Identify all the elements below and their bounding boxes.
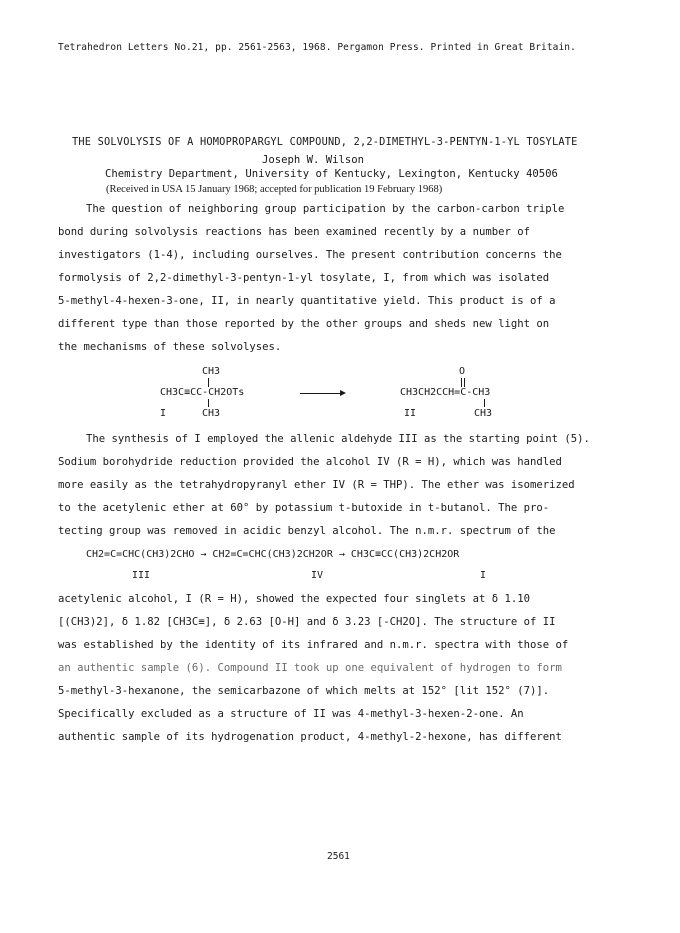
para1-line: investigators (1-4), including ourselves. The present contribution concerns the — [58, 249, 562, 261]
compound-II-formula: CH3CH2CCH=C-CH3 — [400, 387, 491, 398]
para1-line: 5-methyl-4-hexen-3-one, II, in nearly quantitative yield. This product is of a — [58, 295, 556, 307]
para2-line: Sodium borohydride reduction provided the alcohol IV (R = H), which was handled — [58, 456, 562, 468]
para3-line: an authentic sample (6). Compound II took up one equivalent of hydrogen to form — [58, 662, 562, 674]
para2-line: more easily as the tetrahydropyranyl ether IV (R = THP). The ether was isomerized — [58, 479, 575, 491]
carbonyl-oxygen: O — [459, 366, 466, 377]
synthesis-equation: CH2=C=CHC(CH3)2CHO → CH2=C=CHC(CH3)2CH2OR → CH3C≡CC(CH3)2CH2OR — [86, 549, 460, 560]
bond-line — [484, 399, 485, 407]
article-title: THE SOLVOLYSIS OF A HOMOPROPARGYL COMPOUND, 2,2-DIMETHYL-3-PENTYN-1-YL TOSYLATE — [72, 136, 578, 148]
para2-line: tecting group was removed in acidic benzyl alcohol. The n.m.r. spectrum of the — [58, 525, 556, 537]
double-bond-line — [464, 378, 465, 387]
para2-line: to the acetylenic ether at 60° by potassium t-butoxide in t-butanol. The pro- — [58, 502, 550, 514]
journal-header: Tetrahedron Letters No.21, pp. 2561-2563, 1968. Pergamon Press. Printed in Great Britain. — [58, 42, 576, 53]
author: Joseph W. Wilson — [262, 154, 365, 166]
para1-line: formolysis of 2,2-dimethyl-3-pentyn-1-yl tosylate, I, from which was isolated — [58, 272, 550, 284]
affiliation: Chemistry Department, University of Kentucky, Lexington, Kentucky 40506 — [105, 168, 558, 180]
compound-III-label: III — [132, 570, 151, 581]
para1-line: the mechanisms of these solvolyses. — [58, 341, 282, 353]
para2-line: The synthesis of I employed the allenic aldehyde III as the starting point (5). — [86, 433, 590, 445]
double-bond-line — [461, 378, 462, 387]
bond-line — [208, 378, 209, 387]
compound-I-label: I — [160, 408, 167, 419]
reaction-arrow — [300, 393, 342, 394]
para3-line: 5-methyl-3-hexanone, the semicarbazone of which melts at 152° [lit 152° (7)]. — [58, 685, 550, 697]
compound-IV-label: IV — [311, 570, 324, 581]
para3-line: Specifically excluded as a structure of II was 4-methyl-3-hexen-2-one. An — [58, 708, 524, 720]
page-number: 2561 — [327, 851, 350, 862]
received-dates: (Received in USA 15 January 1968; accepted for publication 19 February 1968) — [106, 184, 443, 195]
para1-line: The question of neighboring group participation by the carbon-carbon triple — [86, 203, 565, 215]
compound-I-bottom-substituent: CH3 — [202, 408, 221, 419]
para3-line: acetylenic alcohol, I (R = H), showed the expected four singlets at δ 1.10 — [58, 593, 530, 605]
compound-I-formula: CH3C≡CC-CH2OTs — [160, 387, 245, 398]
para3-line: was established by the identity of its infrared and n.m.r. spectra with those of — [58, 639, 569, 651]
compound-II-bottom-substituent: CH3 — [474, 408, 493, 419]
compound-I-top-substituent: CH3 — [202, 366, 221, 377]
para3-line: authentic sample of its hydrogenation product, 4-methyl-2-hexone, has different — [58, 731, 562, 743]
bond-line — [208, 399, 209, 407]
arrowhead — [340, 390, 346, 396]
compound-I-label-2: I — [480, 570, 487, 581]
para1-line: different type than those reported by the other groups and sheds new light on — [58, 318, 550, 330]
para3-line: [(CH3)2], δ 1.82 [CH3C≡], δ 2.63 [O-H] and δ 3.23 [-CH2O]. The structure of II — [58, 616, 556, 628]
compound-II-label: II — [404, 408, 417, 419]
para1-line: bond during solvolysis reactions has been examined recently by a number of — [58, 226, 530, 238]
